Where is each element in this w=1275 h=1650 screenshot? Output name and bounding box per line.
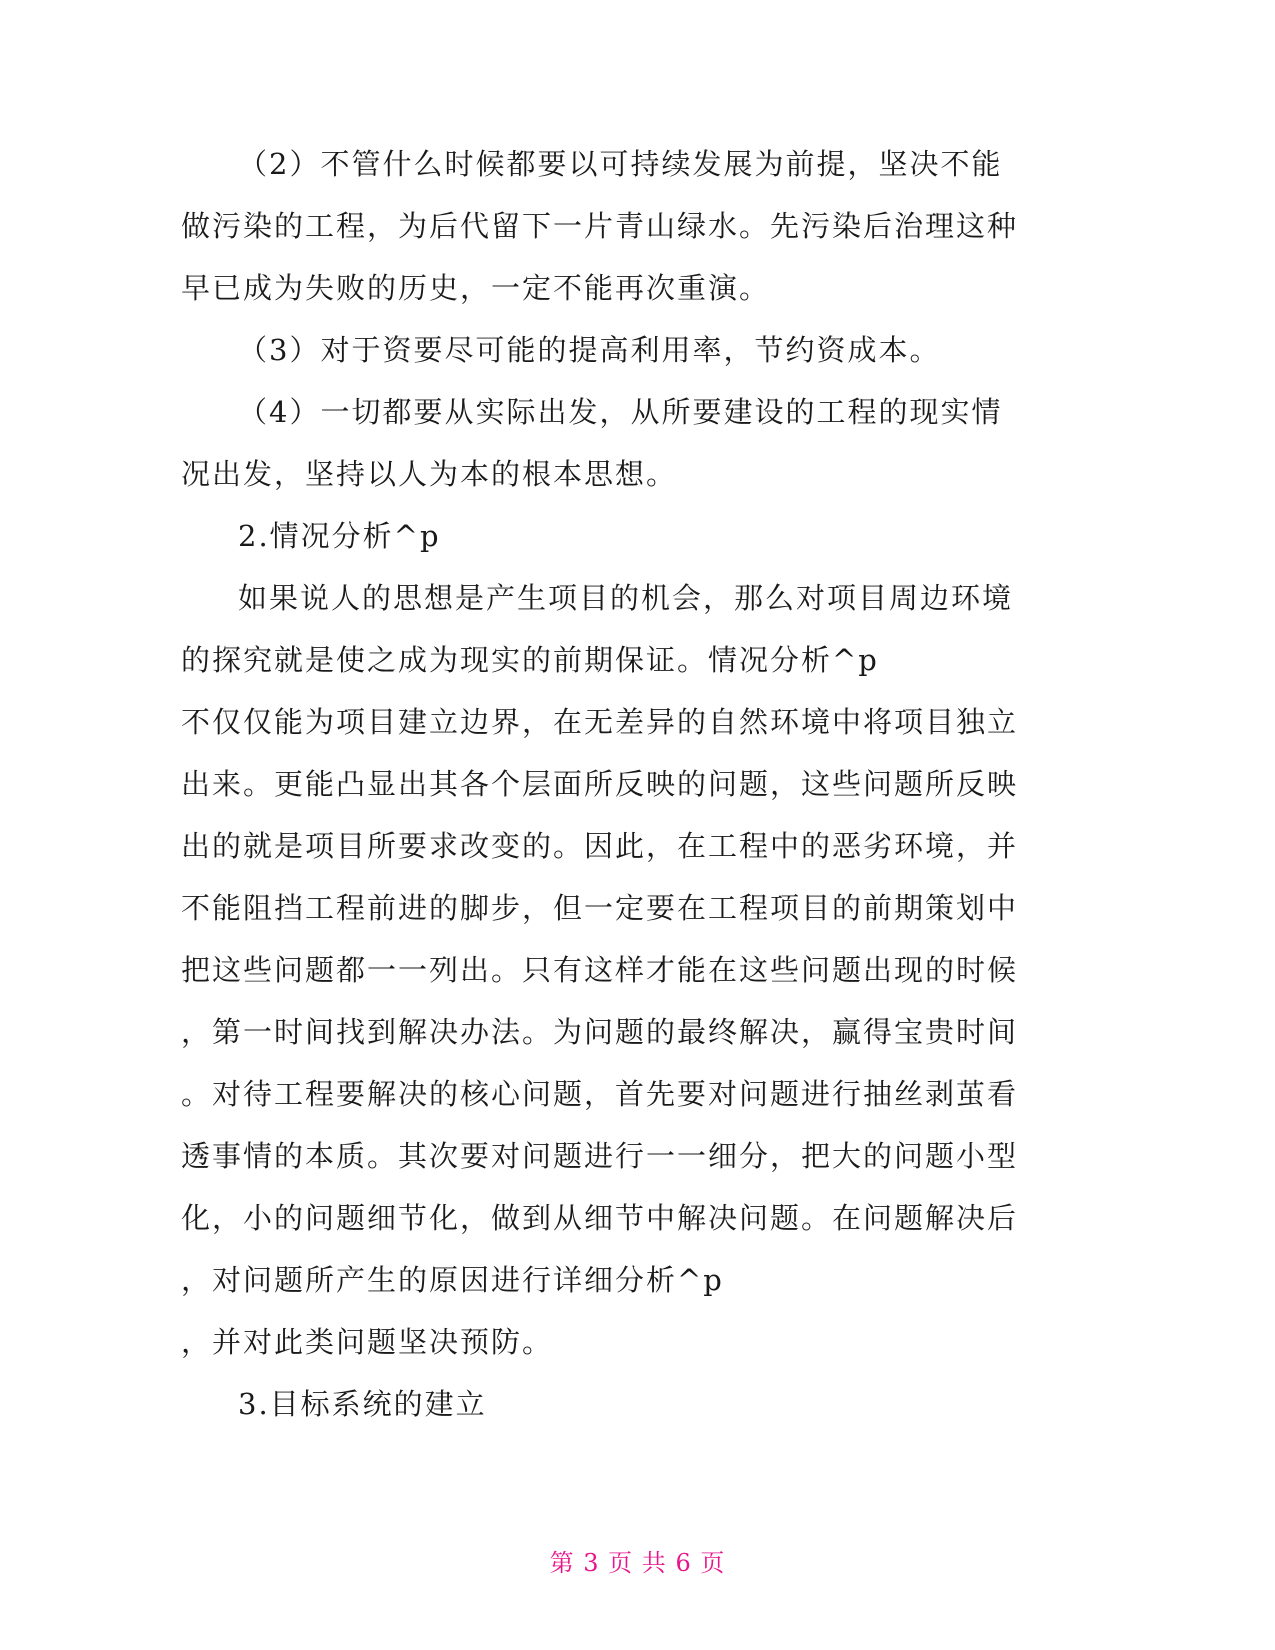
- text-line: 的探究就是使之成为现实的前期保证。情况分析^p: [181, 643, 879, 677]
- text-line: 。对待工程要解决的核心问题，首先要对问题进行抽丝剥茧看: [181, 1077, 1019, 1111]
- page-number-footer: 第 3 页 共 6 页: [549, 1549, 726, 1577]
- text-line: 把这些问题都一一列出。只有这样才能在这些问题出现的时候: [181, 953, 1019, 987]
- text-line: 做污染的工程，为后代留下一片青山绿水。先污染后治理这种: [181, 209, 1019, 243]
- text-line: 透事情的本质。其次要对问题进行一一细分，把大的问题小型: [181, 1139, 1019, 1173]
- text-line: 况出发，坚持以人为本的根本思想。: [181, 457, 678, 491]
- text-line: （3）对于资要尽可能的提高利用率，节约资成本。: [238, 333, 941, 367]
- text-line: 早已成为失败的历史，一定不能再次重演。: [181, 271, 771, 305]
- text-line: 化，小的问题细节化，做到从细节中解决问题。在问题解决后: [181, 1201, 1019, 1235]
- text-line: （2）不管什么时候都要以可持续发展为前提，坚决不能: [238, 147, 1003, 181]
- text-line: ，对问题所产生的原因进行详细分析^p: [181, 1263, 724, 1297]
- text-line: ，第一时间找到解决办法。为问题的最终解决，赢得宝贵时间: [181, 1015, 1019, 1049]
- section-heading: 3.目标系统的建立: [238, 1387, 487, 1421]
- text-line: 不仅仅能为项目建立边界，在无差异的自然环境中将项目独立: [181, 705, 1019, 739]
- text-line: 不能阻挡工程前进的脚步，但一定要在工程项目的前期策划中: [181, 891, 1019, 925]
- text-line: 出的就是项目所要求改变的。因此，在工程中的恶劣环境，并: [181, 829, 1019, 863]
- section-heading: 2.情况分析^p: [238, 519, 441, 553]
- text-line: 出来。更能凸显出其各个层面所反映的问题，这些问题所反映: [181, 767, 1019, 801]
- text-line: （4）一切都要从实际出发，从所要建设的工程的现实情: [238, 395, 1003, 429]
- text-line: ，并对此类问题坚决预防。: [181, 1325, 554, 1359]
- text-line: 如果说人的思想是产生项目的机会，那么对项目周边环境: [238, 581, 1014, 615]
